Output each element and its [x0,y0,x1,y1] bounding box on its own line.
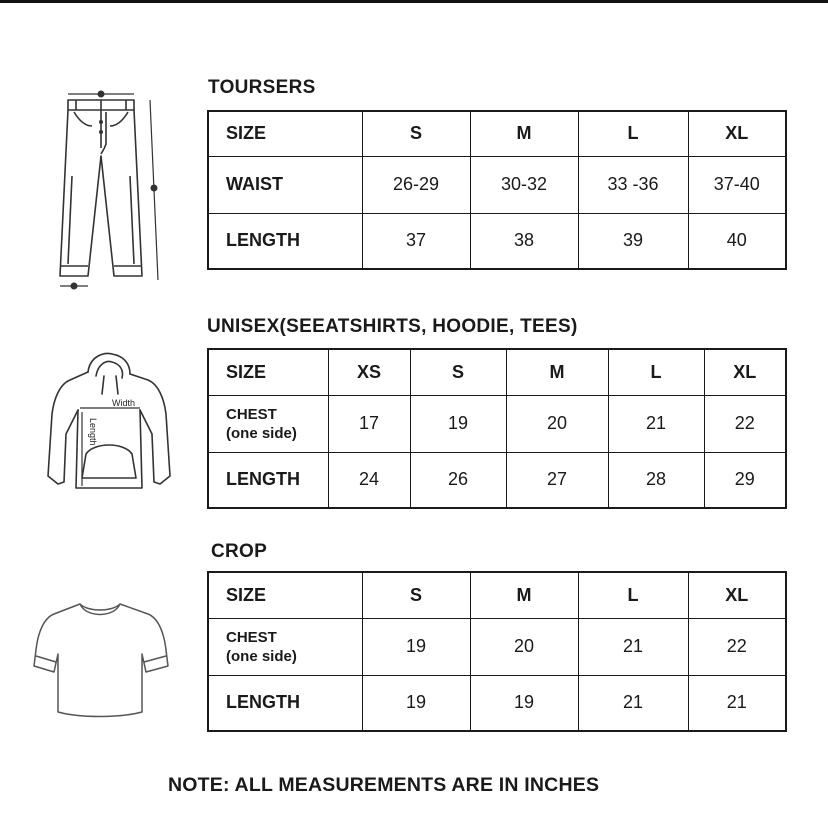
table-cell: 21 [578,675,688,731]
crop-title: CROP [211,541,268,562]
table-row [208,618,786,675]
table-cell: 21 [608,395,704,452]
size-header-cell: SIZE [208,111,362,156]
chest-label: CHEST [226,405,277,423]
table-cell: 20 [506,395,608,452]
size-header-cell: SIZE [208,572,362,618]
size-m-header: M [470,572,578,618]
size-s-header: S [362,572,470,618]
one-side-label: (one side) [226,424,297,442]
table-row [208,213,786,269]
table-cell: 26-29 [362,156,470,213]
measurement-note: NOTE: ALL MEASUREMENTS ARE IN INCHES [168,774,600,796]
size-xl-header: XL [704,349,786,395]
size-m-header: M [470,111,578,156]
length-row-label: LENGTH [208,675,362,731]
table-cell: 20 [470,618,578,675]
table-cell: 28 [608,452,704,508]
table-header-row [208,349,786,395]
table-cell: 22 [688,618,786,675]
size-xl-header: XL [688,572,786,618]
size-m-header: M [506,349,608,395]
table-cell: 21 [578,618,688,675]
chest-row-label [208,395,328,452]
table-cell: 39 [578,213,688,269]
table-cell: 27 [506,452,608,508]
table-cell: 21 [688,675,786,731]
top-border-line [0,0,828,3]
table-cell: 19 [470,675,578,731]
hoodie-length-label: Length [88,418,98,446]
crop-top-icon [30,592,172,722]
table-cell: 38 [470,213,578,269]
waist-row-label: WAIST [208,156,362,213]
length-row-label: LENGTH [208,452,328,508]
chest-row-label [208,618,362,675]
trousers-size-table [207,110,787,270]
unisex-size-table [207,348,787,509]
crop-size-table [207,571,787,732]
size-l-header: L [578,572,688,618]
size-xs-header: XS [328,349,410,395]
table-cell: 30-32 [470,156,578,213]
table-cell: 37 [362,213,470,269]
hoodie-width-label: Width [112,398,136,408]
table-header-row [208,111,786,156]
chest-label: CHEST [226,628,277,646]
table-cell: 22 [704,395,786,452]
table-row [208,395,786,452]
one-side-label: (one side) [226,647,297,665]
size-s-header: S [410,349,506,395]
size-l-header: L [608,349,704,395]
unisex-title: UNISEX(SEEATSHIRTS, HOODIE, TEES) [207,316,578,337]
size-xl-header: XL [688,111,786,156]
table-cell: 33 -36 [578,156,688,213]
table-cell: 26 [410,452,506,508]
table-cell: 19 [362,618,470,675]
table-cell: 24 [328,452,410,508]
table-cell: 40 [688,213,786,269]
size-s-header: S [362,111,470,156]
table-cell: 29 [704,452,786,508]
size-header-cell: SIZE [208,349,328,395]
table-cell: 19 [410,395,506,452]
table-cell: 17 [328,395,410,452]
table-header-row [208,572,786,618]
table-row [208,675,786,731]
trousers-title: TOURSERS [208,77,316,98]
length-row-label: LENGTH [208,213,362,269]
trousers-icon [46,86,166,296]
table-row [208,452,786,508]
table-cell: 37-40 [688,156,786,213]
table-row [208,156,786,213]
table-cell: 19 [362,675,470,731]
size-l-header: L [578,111,688,156]
hoodie-icon [40,350,176,498]
